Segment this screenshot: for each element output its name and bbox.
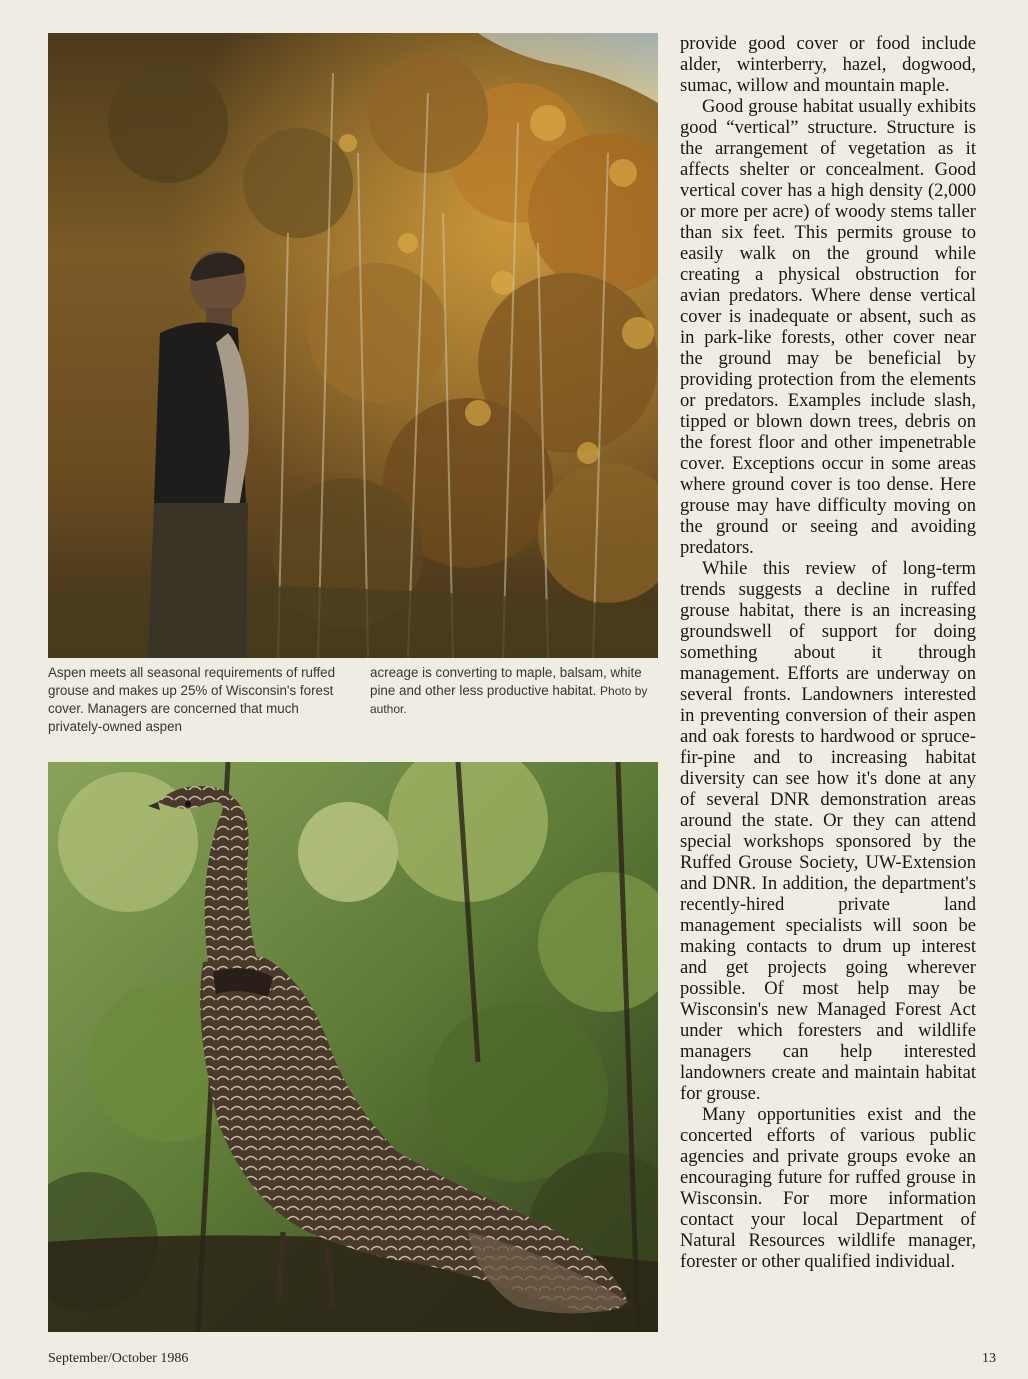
aspen-thicket-photo <box>48 33 658 658</box>
caption-text: acreage is converting to maple, balsam, white pine and other less productive habitat. <box>370 665 642 698</box>
photo-caption-right <box>370 664 658 718</box>
photo-caption-left: Aspen meets all seasonal requirements of ruffed grouse and makes up 25% of Wisconsin's forest cover. Managers are concerned that much privately-owned aspen <box>48 665 336 734</box>
article-body <box>680 33 976 1272</box>
issue-date: September/October 1986 <box>48 1351 189 1366</box>
photo-credit: Photo by author. <box>370 684 648 716</box>
ruffed-grouse-illustration <box>48 762 658 1332</box>
ruffed-grouse-photo <box>48 762 658 1332</box>
aspen-thicket-illustration <box>48 33 658 658</box>
article-paragraph: Many opportunities exist and the concerted efforts of various public agencies and private groups evoke an encouraging future for ruffed grouse in Wisconsin. For more information contact your local Department of Natural Resources wildlife manager, forester or other qualified individual. <box>680 1104 976 1272</box>
article-paragraph: provide good cover or food include alder, winterberry, hazel, dogwood, sumac, willow and mountain maple. <box>680 33 976 96</box>
article-paragraph: Good grouse habitat usually exhibits good “vertical” structure. Structure is the arrangement of vegetation as it affects shelter or concealment. Good vertical cover has a high density (2,000 or more per acre) of woody stems taller than six feet. This permits grouse to easily walk on the ground while creating a physical obstruction for avian predators. Where dense vertical cover is inadequate or absent, such as in park-like forests, other cover near the ground may be beneficial by providing protection from the elements or predators. Examples include slash, tipped or blown down trees, debris on the forest floor and other impenetrable cover. Exceptions occur in some areas where ground cover is too dense. Here grouse may have difficulty moving on the ground or seeing and avoiding predators. <box>680 96 976 558</box>
page-number: 13 <box>982 1351 996 1366</box>
article-paragraph: While this review of long-term trends suggests a decline in ruffed grouse habitat, there is an increasing groundswell of support for doing something about it through management. Efforts are underway on several fronts. Landowners interested in preventing conversion of their aspen and oak forests to hardwood or spruce-fir-pine and to increasing habitat diversity can see how it's done at any of several DNR demonstration areas around the state. Or they can attend special workshops sponsored by the Ruffed Grouse Society, UW-Extension and DNR. In addition, the department's recently-hired private land management specialists will soon be making contacts to drum up interest and get projects going wherever possible. Of most help may be Wisconsin's new Managed Forest Act under which foresters and wildlife managers can help interested landowners create and maintain habitat for grouse. <box>680 558 976 1104</box>
